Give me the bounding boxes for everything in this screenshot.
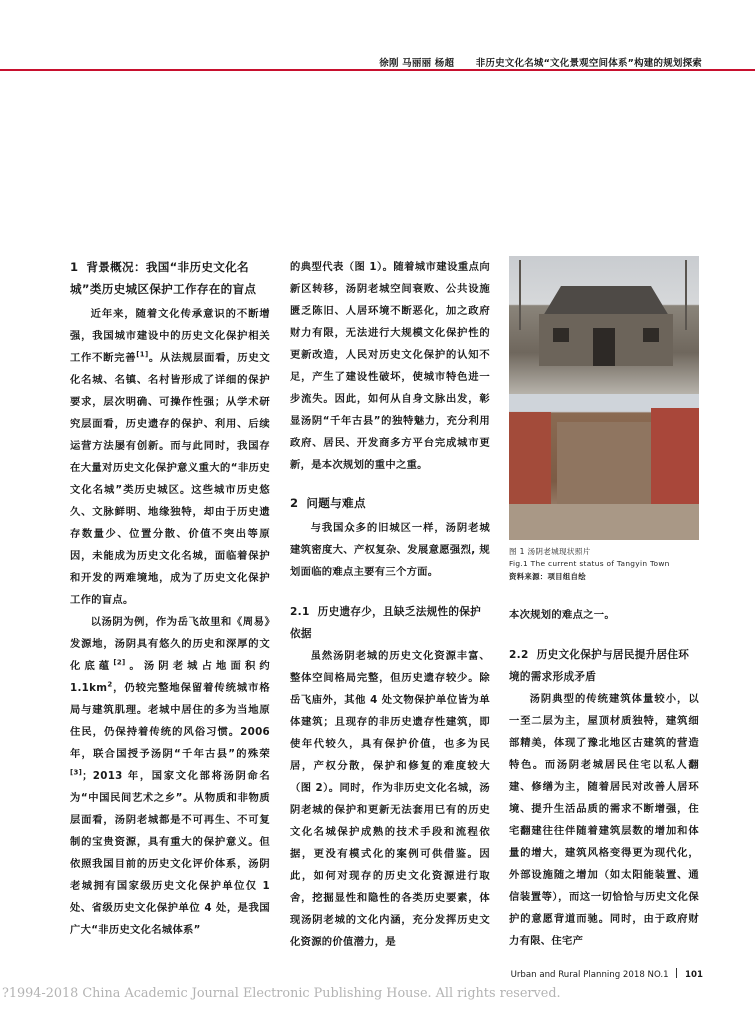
subsection-heading-2-1 bbox=[290, 601, 490, 645]
house-roof bbox=[531, 286, 681, 316]
footer-divider bbox=[676, 968, 677, 978]
paragraph: 本次规划的难点之一。 bbox=[509, 609, 615, 621]
paragraph: 与我国众多的旧城区一样，汤阴老城建筑密度大、产权复杂、发展意愿强烈, 规划面临的难点主要有三个方面。 bbox=[290, 522, 490, 578]
subsection-title: 历史文化保护与居民提升居住环境的需求形成矛盾 bbox=[509, 649, 690, 683]
text-column-1 bbox=[70, 256, 270, 941]
subsection-heading-2-2 bbox=[509, 644, 699, 688]
tree-trunk bbox=[519, 260, 521, 330]
header-authors: 徐刚 马丽丽 杨超 bbox=[379, 58, 455, 69]
paragraph-text: 。汤阴老城占地面积约1.1km bbox=[70, 660, 270, 694]
paragraph-text: 近年来，随着文化传承意识的不断增强，我国城市建设中的历史文化保护相关工作不断完善 bbox=[70, 308, 270, 364]
figure-caption-cn: 图 1 汤阴老城现状照片 bbox=[509, 547, 591, 556]
paragraph-text: ；2013 年，国家文化部将汤阴命名为“中国民间艺术之乡”。从物质和非物质层面看，汤阴老城都是不可再生、不可复制的宝贵资源，具有重大的保护意义。但依照我国目前的历史文化评价体系，汤阴老城拥有国家级历史文化保护单位仅 1 处、省级历史文化保护单位 4 处，是我国广大“非历史文化名城体系” bbox=[70, 770, 270, 936]
spacer bbox=[290, 476, 490, 492]
courtyard-ground bbox=[509, 504, 699, 540]
journal-name: Urban and Rural Planning bbox=[510, 970, 621, 980]
section-title: 背景概况：我国“非历史文化名城”类历史城区保护工作存在的盲点 bbox=[70, 260, 257, 296]
courtyard-building bbox=[557, 422, 653, 504]
citation-ref: [3] bbox=[70, 768, 83, 777]
spacer bbox=[290, 583, 490, 599]
figure-source: 资料来源：项目组自绘 bbox=[509, 572, 586, 581]
subsection-title: 历史遗存少，且缺乏法规性的保护依据 bbox=[290, 606, 482, 640]
figure-caption-en: Fig.1 The current status of Tangyin Town bbox=[509, 559, 670, 568]
journal-issue: 2018 NO.1 bbox=[622, 970, 669, 980]
header-rule bbox=[0, 69, 755, 71]
paragraph bbox=[70, 303, 270, 611]
running-header bbox=[0, 0, 755, 70]
house-door bbox=[593, 328, 615, 366]
paragraph-text: 。从法规层面看，历史文化名城、名镇、名村皆形成了详细的保护要求，层次明确、可操作性强；从学术研究层面看，历史遗存的保护、利用、后续运营方法屡有创新。而与此同时，我国存在大量对历史文化保护意义重大的“非历史文化名城”类历史城区。这些城市历史悠久、文脉鲜明、地缘独特，却由于历史遗存数量少、位置分散、价值不突出等原因，未能成为历史文化名城，面临着保护和开发的两难境地，成为了历史文化保护工作的盲点。 bbox=[70, 352, 270, 606]
photo-courtyard bbox=[509, 394, 699, 540]
house-window bbox=[643, 328, 659, 342]
paragraph bbox=[70, 611, 270, 941]
page-footer bbox=[511, 968, 703, 980]
subsection-number: 2.1 bbox=[290, 606, 310, 618]
subsection-number: 2.2 bbox=[509, 649, 529, 661]
paragraph: 虽然汤阴老城的历史文化资源丰富、整体空间格局完整，但历史遗存较少。除岳飞庙外，其他 4 处文物保护单位皆为单体建筑；且现存的非历史遗存性建筑，即使年代较久，具有保护价值，也多为民居，产权分散，保护和修复的难度较大（图 2）。同时，作为非历史文化名城，汤阴老城的保护和更新无法套用已有的历史文化名城保护成熟的技术手段和流程依据，更没有模式化的案例可供借鉴。因此，如何对现存的历史文化资源进行取舍，挖掘显性和隐性的各类历史要素，体现汤阴老城的文化内涵，充分发挥历史文化资源的价值潜力，是 bbox=[290, 650, 490, 948]
header-article-title: 非历史文化名城“文化景观空间体系”构建的规划探索 bbox=[475, 58, 702, 69]
house-window bbox=[553, 328, 569, 342]
paragraph-text: 以汤阴为例，作为岳飞故里和《周易》发源地，汤阴具有悠久的历史和深厚的文化底蕴 bbox=[70, 616, 270, 672]
spacer bbox=[509, 626, 699, 642]
copyright-watermark: ?1994-2018 China Academic Journal Electronic Publishing House. All rights reserved. bbox=[2, 986, 561, 1001]
page-number: 101 bbox=[685, 970, 703, 980]
section-heading-2 bbox=[290, 492, 490, 514]
citation-ref: [2] bbox=[113, 658, 126, 667]
citation-ref: [1] bbox=[136, 350, 149, 359]
text-column-2 bbox=[290, 256, 490, 953]
header-line bbox=[379, 55, 702, 69]
paragraph: 的典型代表（图 1）。随着城市建设重点向新区转移，汤阴老城空间衰败、公共设施匮乏陈旧、人居环境不断恶化，加之政府财力有限，无法进行大规模文化保护性的更新改造，人民对历史文化保护的认知不足，产生了建设性破坏，使城市特色进一步流失。因此，如何从自身文脉出发，彰显汤阴“千年古县”的独特魅力，充分利用政府、居民、开发商多方平台完成城市更新，是本次规划的重中之重。 bbox=[290, 261, 490, 471]
tree-trunk bbox=[685, 260, 687, 330]
section-heading-1 bbox=[70, 256, 270, 300]
photo-old-house bbox=[509, 256, 699, 394]
section-number: 1 bbox=[70, 260, 79, 274]
text-column-3 bbox=[509, 256, 699, 952]
superscript-unit: 2 bbox=[107, 680, 113, 689]
section-number: 2 bbox=[290, 496, 299, 510]
paragraph: 汤阴典型的传统建筑体量较小，以一至二层为主，屋顶材质独特，建筑细部精美，体现了豫北地区古建筑的营造特色。而汤阴老城居民住宅以私人翻建、修缮为主，随着居民对改善人居环境、提升生活品质的需求不断增强，住宅翻建往往伴随着建筑层数的增加和体量的增大，建筑风格变得更为现代化，外部设施随之增加（如太阳能装置、通信装置等），而这一切恰恰与历史文化保护的意愿背道而驰。同时，由于政府财力有限、住宅产 bbox=[509, 693, 699, 947]
paragraph-text: ，仍较完整地保留着传统城市格局与建筑肌理。老城中居住的多为当地原住民，仍保持着传统的风俗习惯。2006年，联合国授予汤阴“千年古县”的殊荣 bbox=[70, 682, 270, 760]
section-title: 问题与难点 bbox=[306, 496, 366, 510]
